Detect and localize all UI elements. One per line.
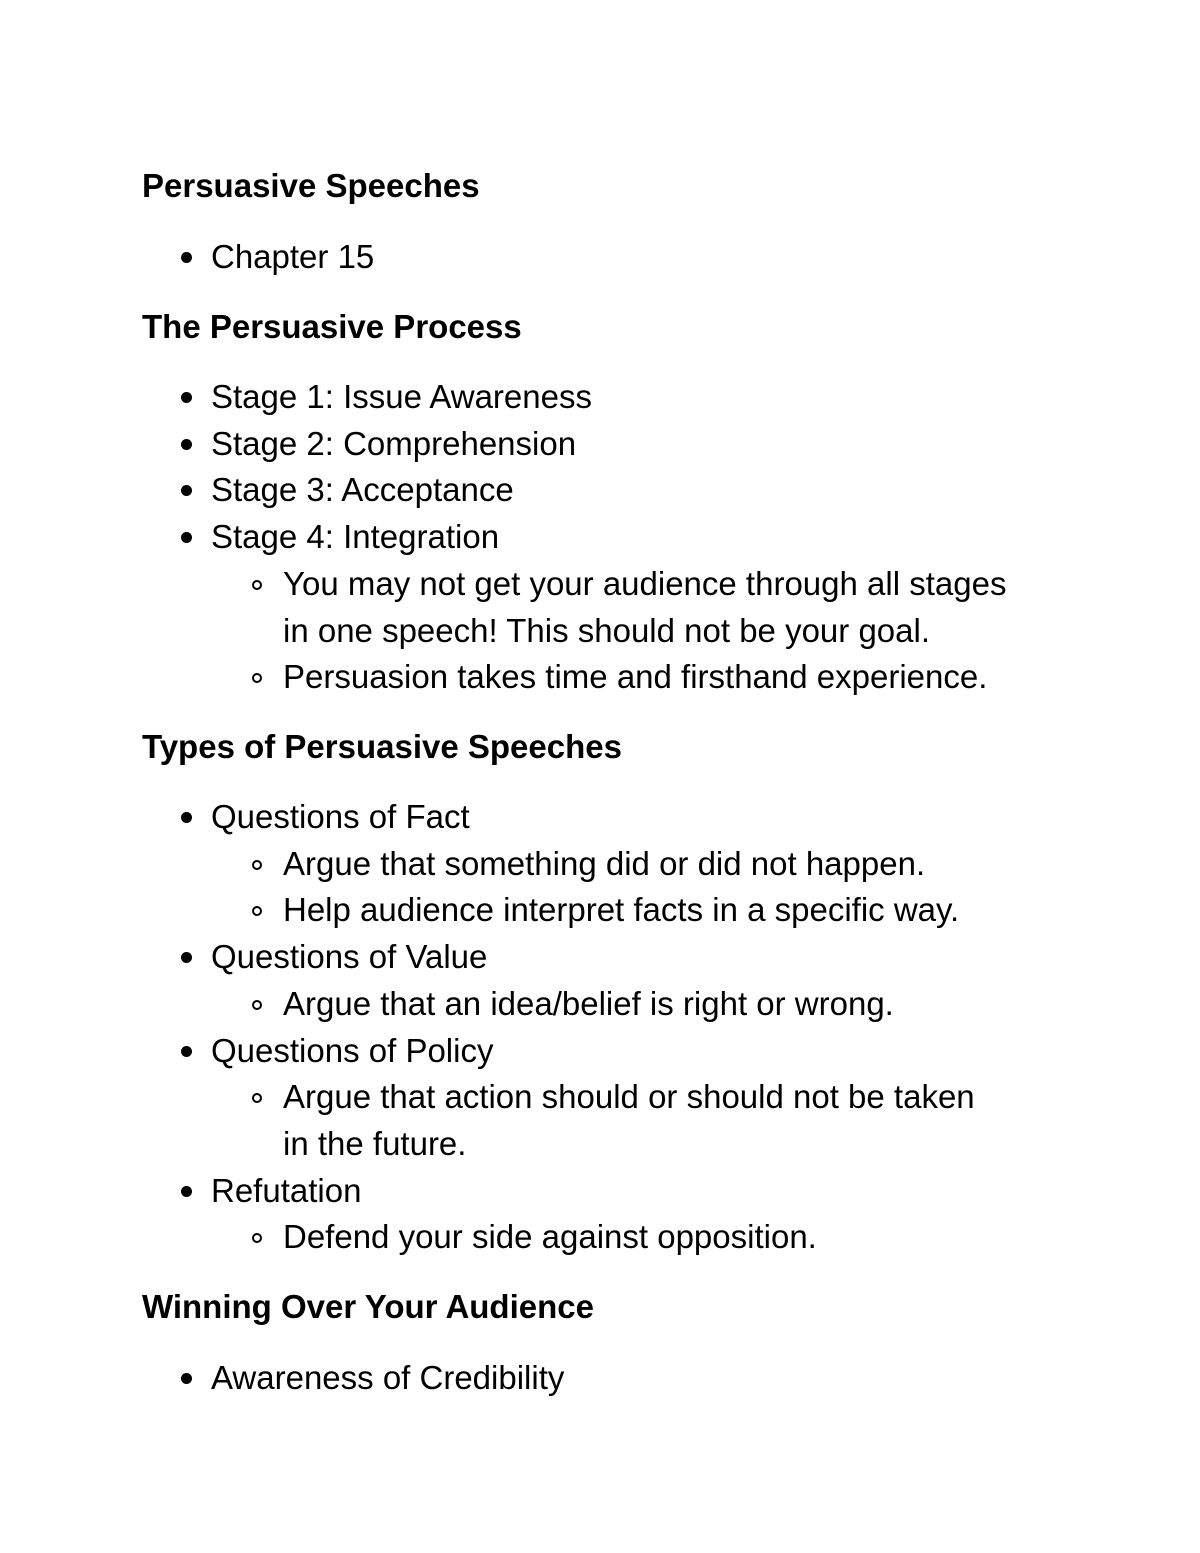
section-heading: The Persuasive Process <box>142 308 522 345</box>
bullet-circle-icon <box>252 906 262 916</box>
bullet-dot-icon <box>181 485 192 496</box>
list-item: Stage 4: Integration <box>211 518 500 555</box>
list-item: Questions of Policy <box>211 1032 494 1069</box>
bullet-dot-icon <box>181 252 192 263</box>
bullet-dot-icon <box>181 439 192 450</box>
bullet-dot-icon <box>181 392 192 403</box>
list-item: Stage 1: Issue Awareness <box>211 378 592 415</box>
bullet-dot-icon <box>181 812 192 823</box>
bullet-circle-icon <box>252 1093 262 1103</box>
section-heading: Persuasive Speeches <box>142 167 480 204</box>
list-item: Chapter 15 <box>211 238 375 275</box>
list-item: Stage 2: Comprehension <box>211 425 577 462</box>
sub-list-item-line: in one speech! This should not be your goal. <box>283 612 930 649</box>
bullet-dot-icon <box>181 1186 192 1197</box>
bullet-circle-icon <box>252 1000 262 1010</box>
bullet-circle-icon <box>252 673 262 683</box>
sub-list-item-line: Argue that an idea/belief is right or wrong. <box>283 985 894 1022</box>
bullet-circle-icon <box>252 580 262 590</box>
bullet-circle-icon <box>252 1233 262 1243</box>
sub-list-item-line: Help audience interpret facts in a specific way. <box>283 891 960 928</box>
bullet-dot-icon <box>181 1373 192 1384</box>
sub-list-item-line: in the future. <box>283 1125 467 1162</box>
list-item: Refutation <box>211 1172 362 1209</box>
section-heading: Winning Over Your Audience <box>142 1288 594 1325</box>
sub-list-item-line: Argue that something did or did not happen. <box>283 845 926 882</box>
bullet-dot-icon <box>181 1046 192 1057</box>
sub-list-item-line: Persuasion takes time and firsthand experience. <box>283 658 988 695</box>
list-item: Awareness of Credibility <box>211 1359 565 1396</box>
bullet-circle-icon <box>252 860 262 870</box>
list-item: Stage 3: Acceptance <box>211 471 514 508</box>
bullet-dot-icon <box>181 952 192 963</box>
list-item: Questions of Fact <box>211 798 470 835</box>
sub-list-item-line: You may not get your audience through all stages <box>283 565 1007 602</box>
bullet-dot-icon <box>181 532 192 543</box>
sub-list-item-line: Defend your side against opposition. <box>283 1218 817 1255</box>
section-heading: Types of Persuasive Speeches <box>142 728 622 765</box>
list-item: Questions of Value <box>211 938 488 975</box>
sub-list-item-line: Argue that action should or should not be taken <box>283 1078 975 1115</box>
